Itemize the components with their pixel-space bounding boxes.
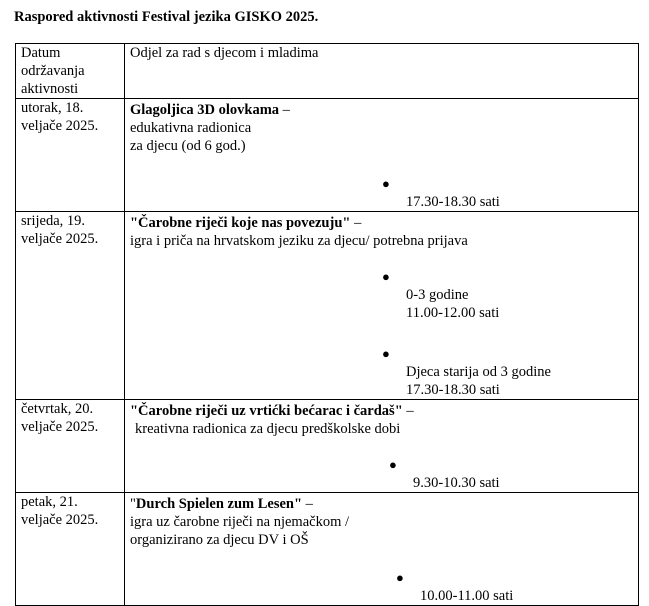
time-text: Djeca starija od 3 godine 17.30-18.30 sati [406, 364, 551, 398]
time-list [130, 438, 634, 492]
date-cell [16, 212, 125, 400]
title-suffix: – [279, 102, 290, 118]
activity-title: Durch Spielen zum Lesen" [135, 496, 303, 512]
bullet-icon: ● [396, 570, 404, 585]
table-row [16, 493, 639, 606]
activity-title: "Čarobne riječi koje nas povezuju" [130, 215, 351, 231]
activity-description: edukativna radionica za djecu (od 6 god.) [130, 120, 252, 154]
document-title: Raspored aktivnosti Festival jezika GISKO 2025. [14, 9, 319, 25]
bullet-icon: ● [382, 346, 390, 361]
date-cell [16, 400, 125, 493]
activity-cell [125, 212, 639, 400]
activity-heading [130, 400, 634, 420]
table-row [16, 400, 639, 493]
activity-cell [125, 400, 639, 493]
table-header-row [16, 44, 639, 99]
time-item [130, 551, 634, 605]
activity-cell [125, 493, 639, 606]
table-row [16, 99, 639, 212]
date-text: srijeda, 19. veljače 2025. [21, 213, 99, 247]
activity-heading [130, 212, 634, 232]
time-item [130, 438, 634, 492]
time-list [130, 157, 634, 211]
activity-title: Glagoljica 3D olovkama [130, 102, 280, 118]
date-text: četvrtak, 20. veljače 2025. [21, 401, 99, 435]
time-item [130, 157, 634, 211]
activity-description: kreativna radionica za djecu predškolske dobi [135, 421, 401, 437]
time-text: 9.30-10.30 sati [413, 475, 500, 491]
title-suffix: – [402, 403, 414, 419]
time-list [130, 551, 634, 605]
time-text: 17.30-18.30 sati [406, 194, 500, 210]
time-item [130, 327, 634, 399]
bullet-icon: ● [382, 269, 390, 284]
date-text: petak, 21. veljače 2025. [21, 494, 99, 528]
activity-heading [130, 493, 634, 513]
time-list [130, 250, 634, 399]
title-prefix: " [130, 496, 136, 512]
title-suffix: – [350, 215, 362, 231]
date-text: utorak, 18. veljače 2025. [21, 100, 99, 134]
time-text: 10.00-11.00 sati [420, 588, 514, 604]
activity-title: "Čarobne riječi uz vrtićki bećarac i čardaš" [130, 403, 403, 419]
activity-cell [125, 99, 639, 212]
time-item [130, 250, 634, 322]
activity-description: igra uz čarobne riječi na njemačkom / organizirano za djecu DV i OŠ [130, 514, 350, 548]
header-date: Datum održavanja aktivnosti [16, 44, 125, 99]
date-cell [16, 99, 125, 212]
table-row [16, 212, 639, 400]
activity-description: igra i priča na hrvatskom jeziku za djecu/ potrebna prijava [130, 233, 468, 249]
bullet-icon: ● [389, 457, 397, 472]
activity-heading [130, 99, 634, 119]
activity-schedule-table [15, 43, 639, 606]
header-activity: Odjel za rad s djecom i mladima [125, 44, 639, 99]
bullet-icon: ● [382, 176, 390, 191]
title-suffix: – [302, 496, 313, 512]
date-cell [16, 493, 125, 606]
time-text: 0-3 godine 11.00-12.00 sati [406, 287, 500, 321]
